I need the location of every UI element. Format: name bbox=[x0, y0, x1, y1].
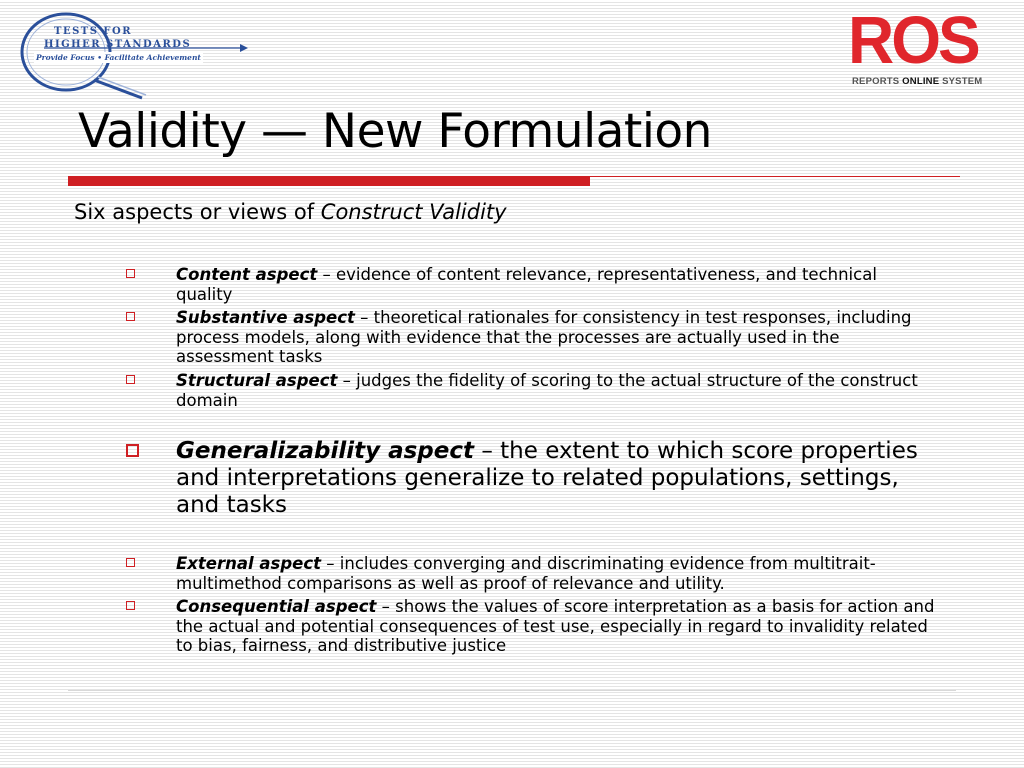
ros-sub-prefix: REPORTS bbox=[852, 76, 903, 87]
tfhs-logo bbox=[14, 10, 254, 102]
logo-line-1: TESTS FOR bbox=[54, 26, 133, 37]
footer-divider bbox=[68, 690, 956, 691]
checkbox-bullet-icon bbox=[126, 601, 135, 610]
checkbox-bullet-icon bbox=[126, 444, 139, 457]
aspect-description: – the extent to which score properties and interpretations generalize to related populations, settings, and tasks bbox=[176, 438, 918, 518]
aspect-term: External aspect bbox=[176, 554, 322, 573]
aspect-term: Substantive aspect bbox=[176, 308, 355, 327]
aspect-description: – includes converging and discriminating evidence from multitrait-multimethod comparisons as well as proof of relevance and utility. bbox=[176, 554, 876, 593]
aspect-description: – shows the values of score interpretation as a basis for action and the actual and potential consequences of test use, especially in regard to invalidity related to bias, fairness, and distributive justice bbox=[176, 597, 935, 655]
aspect-term: Structural aspect bbox=[176, 371, 338, 390]
aspect-description: – theoretical rationales for consistency in test responses, including process models, along with evidence that the processes are actually used in the assessment tasks bbox=[176, 308, 912, 366]
aspect-term: Consequential aspect bbox=[176, 597, 377, 616]
checkbox-bullet-icon bbox=[126, 558, 135, 567]
title-underline-bar bbox=[68, 176, 590, 186]
subtitle-prefix: Six aspects or views of bbox=[74, 200, 321, 224]
title-underline-rule bbox=[590, 176, 960, 177]
ros-sub-bold: ONLINE bbox=[902, 76, 940, 87]
checkbox-bullet-icon bbox=[126, 312, 135, 321]
list-item-text bbox=[176, 371, 936, 410]
checkbox-bullet-icon bbox=[126, 269, 135, 278]
list-item-text bbox=[176, 554, 936, 593]
ros-mark: ROS bbox=[848, 2, 978, 78]
aspect-description: – judges the fidelity of scoring to the actual structure of the construct domain bbox=[176, 371, 918, 410]
slide-title: Validity — New Formulation bbox=[78, 104, 712, 159]
list-item-text bbox=[176, 438, 936, 519]
list-item-text bbox=[176, 265, 936, 304]
ros-subtitle bbox=[852, 76, 982, 87]
list-item-text bbox=[176, 308, 936, 367]
ros-sub-suffix: SYSTEM bbox=[939, 76, 983, 87]
logo-tagline: Provide Focus • Facilitate Achievement bbox=[36, 53, 201, 62]
logo-line-2: HIGHER STANDARDS bbox=[44, 39, 192, 50]
subtitle-emphasis: Construct Validity bbox=[320, 200, 507, 224]
aspect-term: Content aspect bbox=[176, 265, 318, 284]
aspect-description: – evidence of content relevance, representativeness, and technical quality bbox=[176, 265, 877, 304]
list-item-text bbox=[176, 597, 936, 656]
aspect-term: Generalizability aspect bbox=[176, 438, 475, 464]
checkbox-bullet-icon bbox=[126, 375, 135, 384]
ros-logo bbox=[848, 2, 1008, 90]
slide-subtitle bbox=[74, 200, 507, 224]
